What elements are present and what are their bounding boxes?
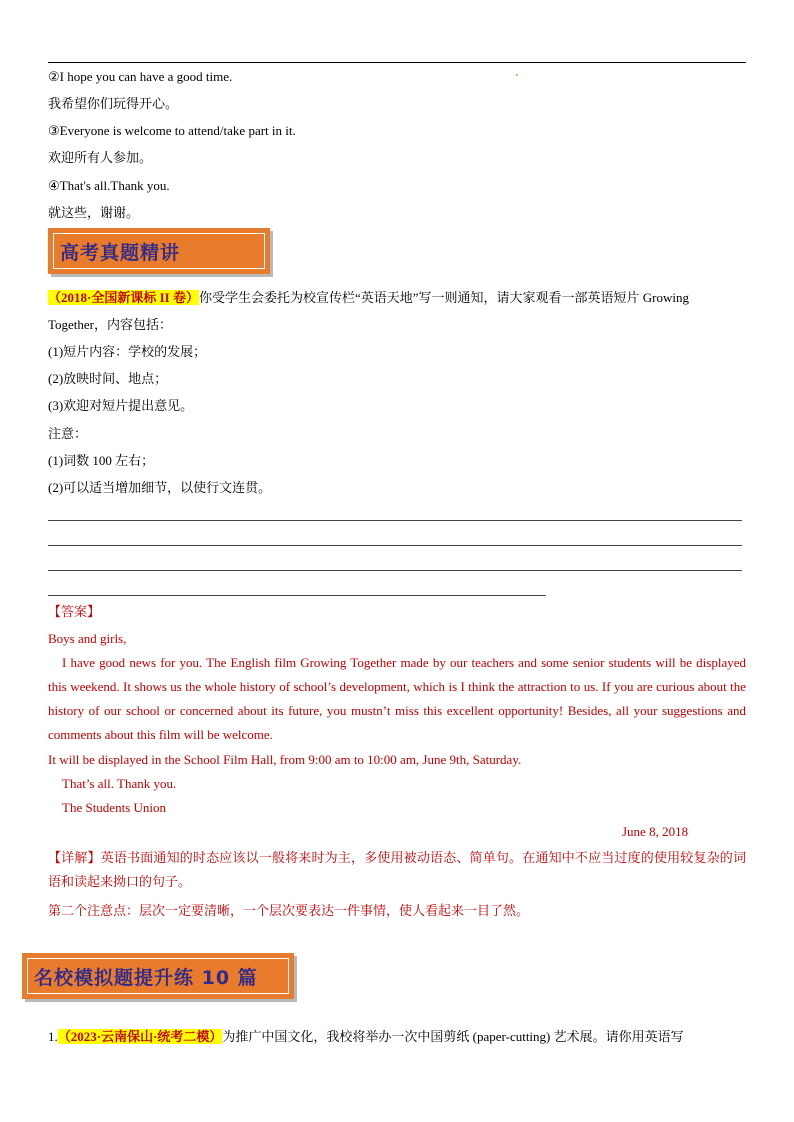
answer-date: June 8, 2018 <box>622 824 689 839</box>
question-item-1: (1)短片内容：学校的发展； <box>48 344 207 359</box>
question-line-2: Together，内容包括： <box>48 317 173 332</box>
exercise-number: 1. <box>48 1029 58 1044</box>
section-title: 名校模拟题提升练 10 篇 <box>34 966 258 989</box>
question-source: （2018·全国新课标 II 卷） <box>48 290 199 305</box>
section-title: 高考真题精讲 <box>60 241 181 264</box>
stray-mark <box>516 74 518 76</box>
question-item-3: (3)欢迎对短片提出意见。 <box>48 398 194 413</box>
intro-line-4: 欢迎所有人参加。 <box>48 150 153 165</box>
explanation-line-2: 第二个注意点：层次一定要清晰，一个层次要表达一件事情，使人看起来一目了然。 <box>48 903 530 918</box>
answer-closing: That’s all. Thank you. <box>62 776 177 791</box>
answer-blank-line <box>48 520 742 521</box>
top-rule <box>48 62 746 63</box>
answer-blank-line <box>48 545 742 546</box>
intro-line-6: 就这些，谢谢。 <box>48 205 140 220</box>
question-text: 你受学生会委托为校宣传栏“英语天地”写一则通知，请大家观看一部英语短片 Growing <box>198 290 689 305</box>
section-header-real-exam <box>48 228 270 274</box>
answer-signature: The Students Union <box>62 800 166 815</box>
intro-line-1: ②I hope you can have a good time. <box>48 69 233 84</box>
answer-blank-line <box>48 595 546 596</box>
exercise-1-line <box>48 1028 684 1046</box>
intro-line-3: ③Everyone is welcome to attend/take part in it. <box>48 123 296 138</box>
answer-label: 【答案】 <box>48 604 101 619</box>
question-line-1 <box>48 289 689 307</box>
explanation-body: 英语书面通知的时态应该以一般将来时为主，多使用被动语态、简单句。在通知中不应当过度的使用较复杂的词语和读起来拗口的句子。 <box>48 850 746 889</box>
explanation-text <box>48 846 746 894</box>
question-item-2: (2)放映时间、地点； <box>48 371 168 386</box>
question-note-1: (1)词数 100 左右； <box>48 453 155 468</box>
intro-line-2: 我希望你们玩得开心。 <box>48 96 179 111</box>
question-note-2: (2)可以适当增加细节，以使行文连贯。 <box>48 480 272 495</box>
answer-body: I have good news for you. The English film Growing Together made by our teachers and some senior students will be displayed this weekend. It shows us the whole history of school’s development, which is I think the attraction to us. If you are curious about the history of our school or concerned about its future, you mustn’t miss this excellent opportunity! Besides, all your suggestions and comments about this film will be welcome. <box>48 655 746 742</box>
exercise-source: （2023·云南保山·统考二模） <box>57 1029 223 1044</box>
answer-greeting: Boys and girls, <box>48 631 127 646</box>
explanation-label: 【详解】 <box>48 850 101 865</box>
section-header-mock-exams <box>22 953 294 999</box>
exercise-text: 为推广中国文化，我校将举办一次中国剪纸 (paper-cutting) 艺术展。请你用英语写 <box>222 1029 684 1044</box>
question-note-label: 注意： <box>48 426 88 441</box>
answer-line-2: It will be displayed in the School Film Hall, from 9:00 am to 10:00 am, June 9th, Saturday. <box>48 752 522 767</box>
intro-line-5: ④That's all.Thank you. <box>48 178 170 193</box>
answer-blank-line <box>48 570 742 571</box>
